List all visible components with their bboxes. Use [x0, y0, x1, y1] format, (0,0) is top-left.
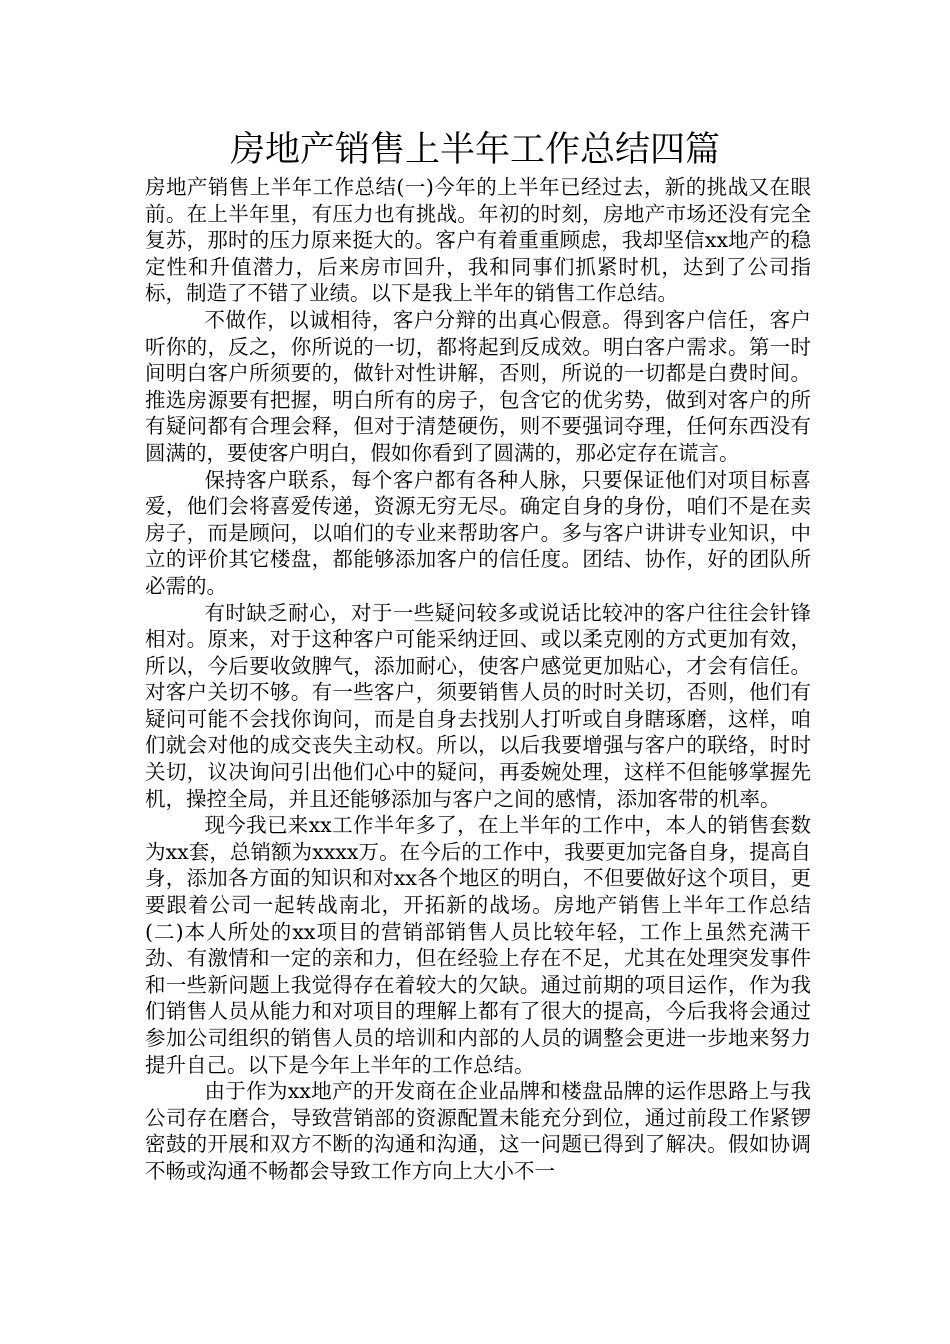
- paragraph-5: 现今我已来xx工作半年多了，在上半年的工作中，本人的销售套数为xx套，总销额为xxxx万。在今后的工作中，我要更加完备自身，提高自身，添加各方面的知识和对xx各个地区的明白，不但要做好这个项目，更要跟着公司一起转战南北，开拓新的战场。房地产销售上半年工作总结(二)本人所处的xx项目的营销部销售人员比较年轻，工作上虽然充满干劲、有激情和一定的亲和力，但在经验上存在不足，尤其在处理突发事件和一些新问题上我觉得存在着较大的欠缺。通过前期的项目运作，作为我们销售人员从能力和对项目的理解上都有了很大的提高，今后我将会通过参加公司组织的销售人员的培训和内部的人员的调整会更进一步地来努力提升自己。以下是今年上半年的工作总结。: [145, 813, 811, 1077]
- paragraph-4: 有时缺乏耐心，对于一些疑问较多或说话比较冲的客户往往会针锋相对。原来，对于这种客户可能采纳迂回、或以柔克刚的方式更加有效，所以，今后要收敛脾气，添加耐心，使客户感觉更加贴心，才会有信任。对客户关切不够。有一些客户，须要销售人员的时时关切，否则，他们有疑问可能不会找你询问，而是自身去找别人打听或自身瞎琢磨，这样，咱们就会对他的成交丧失主动权。所以，以后我要增强与客户的联络，时时关切，议决询问引出他们心中的疑问，再委婉处理，这样不但能够掌握先机，操控全局，并且还能够添加与客户之间的感情，添加客带的机率。: [145, 600, 811, 811]
- paragraph-6: 由于作为xx地产的开发商在企业品牌和楼盘品牌的运作思路上与我公司存在磨合，导致营销部的资源配置未能充分到位，通过前段工作紧锣密鼓的开展和双方不断的沟通和沟通，这一问题已得到了解决。假如协调不畅或沟通不畅都会导致工作方向上大小不一: [145, 1079, 811, 1183]
- document-title: 房地产销售上半年工作总结四篇: [229, 130, 720, 170]
- paragraph-1: 房地产销售上半年工作总结(一)今年的上半年已经过去，新的挑战又在眼前。在上半年里，有压力也有挑战。年初的时刻，房地产市场还没有完全复苏，那时的压力原来挺大的。客户有着重重顾虑，我却坚信xx地产的稳定性和升值潜力，后来房市回升，我和同事们抓紧时机，达到了公司指标，制造了不错了业绩。以下是我上半年的销售工作总结。: [145, 175, 811, 306]
- document-body: [145, 174, 811, 1185]
- paragraph-3: 保持客户联系，每个客户都有各种人脉，只要保证他们对项目标喜爱，他们会将喜爱传递，资源无穷无尽。确定自身的身份，咱们不是在卖房子，而是顾问，以咱们的专业来帮助客户。多与客户讲讲专业知识，中立的评价其它楼盘，都能够添加客户的信任度。团结、协作，好的团队所必需的。: [145, 467, 811, 598]
- paragraph-2: 不做作，以诚相待，客户分辩的出真心假意。得到客户信任，客户听你的，反之，你所说的一切，都将起到反成效。明白客户需求。第一时间明白客户所须要的，做针对性讲解，否则，所说的一切都是白费时间。推选房源要有把握，明白所有的房子，包含它的优劣势，做到对客户的所有疑问都有合理会释，但对于清楚硬伤，则不要强词夺理，任何东西没有圆满的，要使客户明白，假如你看到了圆满的，那必定存在谎言。: [145, 307, 811, 465]
